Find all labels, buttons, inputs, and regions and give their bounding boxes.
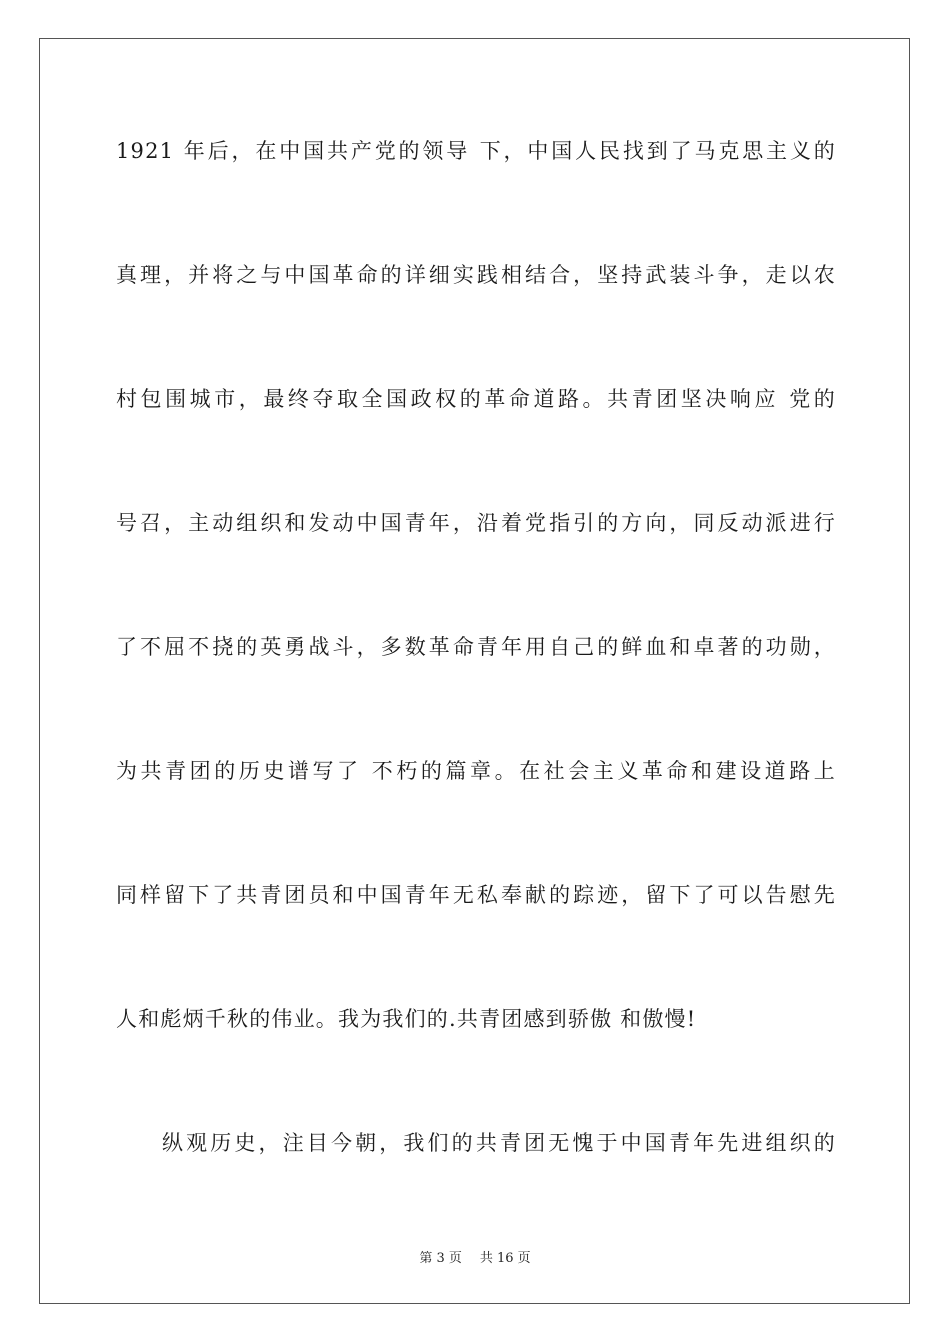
page-number: 第 3 页: [419, 1251, 462, 1266]
page-footer: [0, 1247, 950, 1266]
text-line: 号召，主动组织和发动中国青年，沿着党指引的方向，同反动派进行: [116, 511, 836, 535]
text-line: 了不屈不挠的英勇战斗，多数革命青年用自己的鲜血和卓著的功勋，: [116, 635, 836, 659]
text-line: 1921 年后，在中国共产党的领导 下，中国人民找到了马克思主义的: [116, 139, 836, 163]
text-line: 为共青团的历史谱写了 不朽的篇章。在社会主义革命和建设道路上: [116, 759, 836, 783]
text-line: 真理，并将之与中国革命的详细实践相结合，坚持武装斗争，走以农: [116, 263, 836, 287]
text-line: 人和彪炳千秋的伟业。我为我们的.共青团感到骄傲 和傲慢!: [116, 1007, 697, 1031]
text-line: 村包围城市，最终夺取全国政权的革命道路。共青团坚决响应 党的: [116, 387, 836, 411]
text-line: 纵观历史，注目今朝，我们的共青团无愧于中国青年先进组织的: [162, 1131, 836, 1155]
page-total: 共 16 页: [479, 1251, 531, 1266]
document-body: [116, 128, 836, 1244]
text-line: 同样留下了共青团员和中国青年无私奉献的踪迹，留下了可以告慰先: [116, 883, 836, 907]
